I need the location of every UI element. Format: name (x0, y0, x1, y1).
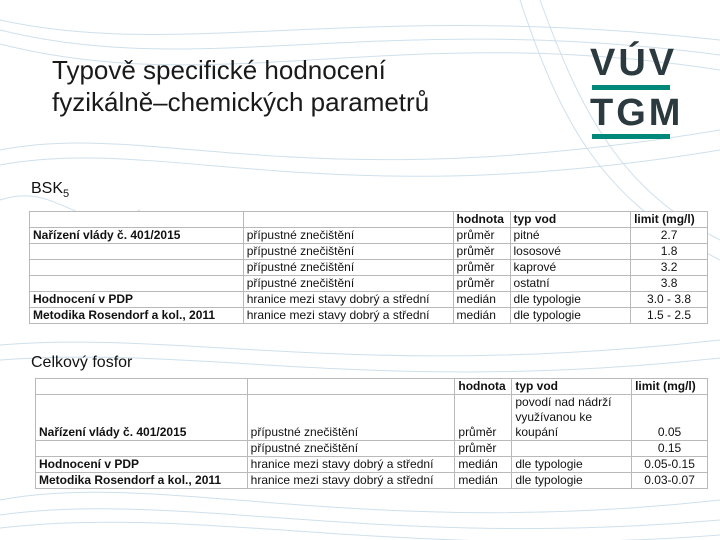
table-row: Hodnocení v PDP hranice mezi stavy dobrý a střední medián dle typologie 3.0 - 3.8 (30, 292, 708, 308)
header-limit: limit (mg/l) (631, 212, 708, 228)
table-row: Metodika Rosendorf a kol., 2011 hranice mezi stavy dobrý a střední medián dle typologie 0.03-0.07 (36, 473, 708, 489)
header-typ-vod: typ vod (512, 379, 632, 395)
table-row: Metodika Rosendorf a kol., 2011 hranice mezi stavy dobrý a střední medián dle typologie 1.5 - 2.5 (30, 308, 708, 324)
slide-title (52, 54, 572, 118)
section-label-celkovy-fosfor: Celkový fosfor (31, 354, 133, 371)
bsk5-table (29, 211, 708, 324)
title-line-2: fyzikálně–chemických parametrů (52, 87, 430, 117)
header-hodnota: hodnota (455, 379, 512, 395)
table-row: přípustné znečištění průměr ostatní 3.8 (30, 276, 708, 292)
vuv-tgm-logo (590, 42, 684, 139)
header-typ-vod: typ vod (510, 212, 631, 228)
logo-line-1: VÚV (590, 42, 678, 84)
title-line-1: Typově specifické hodnocení (52, 55, 386, 85)
celkovy-fosfor-table (35, 378, 708, 489)
table-row: přípustné znečištění průměr 0.15 (36, 441, 708, 457)
typ-vod-multiline: povodí nad nádrží využívanou ke koupání (512, 395, 632, 441)
table-row: Hodnocení v PDP hranice mezi stavy dobrý a střední medián dle typologie 0.05-0.15 (36, 457, 708, 473)
table-header-row (30, 212, 708, 228)
table-row: Nařízení vlády č. 401/2015 přípustné znečištění průměr pitné 2.7 (30, 228, 708, 244)
table-row: přípustné znečištění průměr lososové 1.8 (30, 244, 708, 260)
header-hodnota: hodnota (453, 212, 510, 228)
logo-bar (592, 85, 670, 90)
logo-line-2: TGM (590, 92, 684, 134)
section-label-bsk5: $BSK_5$ (31, 180, 70, 201)
table-row: přípustné znečištění průměr kaprové 3.2 (30, 260, 708, 276)
logo-bar-bottom (592, 134, 670, 139)
table-row: Nařízení vlády č. 401/2015 přípustné znečištění průměr povodí nad nádrží využívanou ke koupání 0.05 (36, 395, 708, 441)
header-limit: limit (mg/l) (632, 379, 708, 395)
table-header-row (36, 379, 708, 395)
